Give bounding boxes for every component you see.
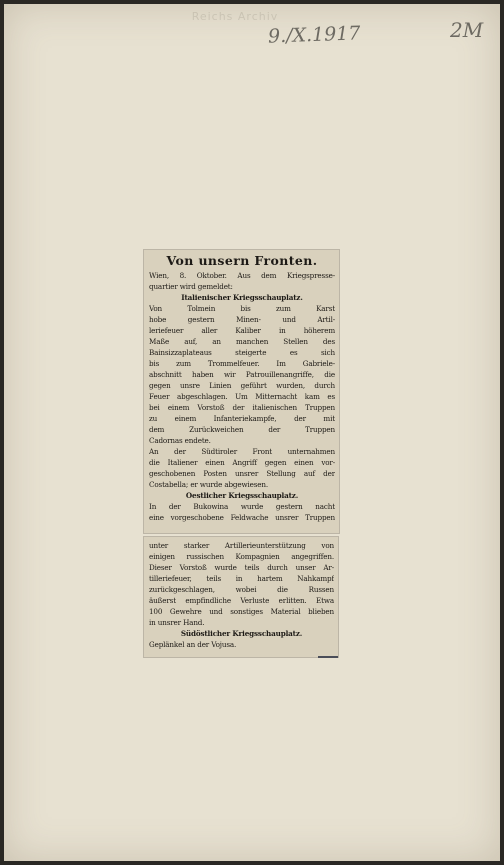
clipping-line: äußerst empfindliche Verluste erlitten. Etwa — [149, 596, 334, 605]
clipping-line: Von Tolmein bis zum Karst — [149, 304, 335, 313]
clipping-line: abschnitt haben wir Patrouillenangriffe, die — [149, 370, 335, 379]
clipping-edge-mark — [318, 656, 338, 658]
clipping-line: Geplänkel an der Vojusa. — [149, 640, 237, 649]
clipping-line: In der Bukowina wurde gestern nacht — [149, 502, 335, 511]
newspaper-clipping-top — [144, 250, 339, 533]
clipping-line: Cadornas endete. — [149, 436, 211, 445]
clipping-line: quartier wird gemeldet: — [149, 282, 233, 291]
handwritten-date: 9./X.1917 — [267, 22, 361, 48]
clipping-line: zu einem Infanteriekampfe, der mit — [149, 414, 335, 423]
clipping-line: die Italiener einen Angriff gegen einen vor- — [149, 458, 335, 467]
clipping-line: 100 Gewehre und sonstiges Material blieben — [149, 607, 334, 616]
clipping-line: Costabella; er wurde abgewiesen. — [149, 480, 268, 489]
clipping-line: in unsrer Hand. — [149, 618, 205, 627]
newspaper-clipping-bottom — [144, 537, 338, 657]
clipping-line: bis zum Trommelfeuer. Im Gabriele- — [149, 359, 335, 368]
section-heading: Italienischer Kriegsschauplatz. — [181, 293, 303, 302]
clipping-line: eine vorgeschobene Feldwache unsrer Truppen — [149, 513, 335, 522]
clipping-line: einigen russischen Kompagnien angegriffen. — [149, 552, 334, 561]
clipping-line: hobe gestern Minen- und Artil- — [149, 315, 335, 324]
clipping-line: bei einem Vorstoß der italienischen Truppen — [149, 403, 335, 412]
faint-archive-stamp: Reichs Archiv — [191, 10, 279, 23]
clipping-line: tilleriefeuer, teils in hartem Nahkampf — [149, 574, 334, 583]
clipping-line: leriefeuer aller Kaliber in höherem — [149, 326, 335, 335]
clipping-line: gegen unsre Linien geführt wurden, durch — [149, 381, 335, 390]
handwritten-corner-mark: 2M — [450, 18, 484, 42]
clipping-line: Maße auf, an manchen Stellen des — [149, 337, 335, 346]
section-heading: Südöstlicher Kriegsschauplatz. — [180, 629, 303, 638]
clipping-line: geschobenen Posten unsrer Stellung auf der — [149, 469, 335, 478]
section-heading: Oestlicher Kriegsschauplatz. — [185, 491, 299, 500]
clipping-line: unter starker Artillerieunterstützung von — [149, 541, 334, 550]
clipping-line: Bainsizzaplateaus steigerte es sich — [149, 348, 335, 357]
clipping-line: Feuer abgeschlagen. Um Mitternacht kam es — [149, 392, 335, 401]
clipping-line: Wien, 8. Oktober. Aus dem Kriegspresse- — [149, 271, 335, 280]
clipping-line: dem Zurückweichen der Truppen — [149, 425, 335, 434]
clipping-headline: Von unsern Fronten. — [166, 253, 318, 268]
clipping-line: An der Südtiroler Front unternahmen — [149, 447, 335, 456]
clipping-line: zurückgeschlagen, wobei die Russen — [149, 585, 334, 594]
clipping-line: Dieser Vorstoß wurde teils durch unser Ar- — [149, 563, 334, 572]
